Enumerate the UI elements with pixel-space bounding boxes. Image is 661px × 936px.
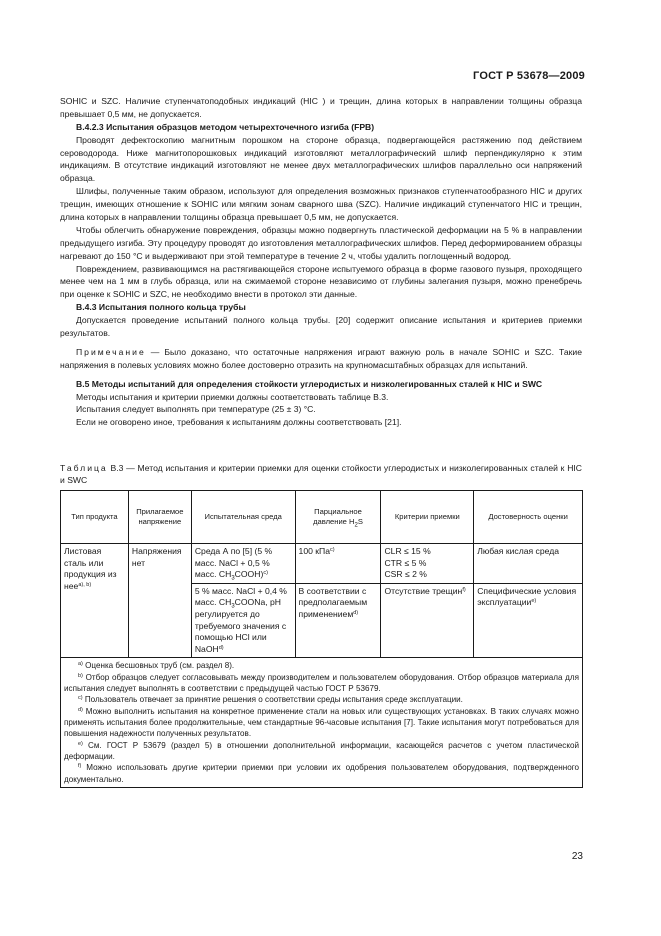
header-product: Тип продукта: [61, 491, 129, 544]
footnote: $^{d)}$ Можно выполнить испытания на конкретное применение стали на новых или существующих установках. В таких случаях можно применять испытания более продолжительные, чем стандартные 96-часовые испытания [7]. Такие испытания могут потребоваться для повышения надежности полученных результатов.: [64, 706, 580, 739]
cell-validity: Специфические условия эксплуатации$^{e)}$: [474, 583, 583, 658]
paragraph: SOHIC и SZC. Наличие ступенчатоподобных индикаций (HIC ) и трещин, длина которых в направлении толщины образца превышает 0,5 мм, не допускается.: [60, 96, 582, 119]
section-title-b5: B.5 Методы испытаний для определения стойкости углеродистых и низколегированных сталей к HIC и SWC: [76, 378, 543, 389]
table-b3: [60, 490, 583, 788]
paragraph: Если не оговорено иное, требования к испытаниям должны соответствовать [21].: [76, 417, 402, 428]
table-caption-text: B.3 — Метод испытания и критерии приемки для оценки стойкости углеродистых и низколегированных сталей к HIC и SWC: [60, 463, 582, 486]
paragraph: Проводят дефектоскопию магнитным порошком на стороне образца, подвергающейся растяжению под действием сероводорода. Ниже магнитопорошковых индикаций изготовляют металлографический шлиф перпендикулярно к этим индикациям. В отсутствие индикаций изготовляют не менее двух металлографических шлифов параллельно оси напряжений образца.: [60, 134, 582, 184]
paragraph: Шлифы, полученные таким образом, используют для определения возможных признаков ступенчатообразного HIC и других трещин, имеющих отношение к SOHIC или мягким зонам сварного шва (SZC). Наличие индикаций ступенчатого HIC и трещин, длина которых в направлении толщины образца превышает 0,5 мм, не допускается.: [60, 186, 582, 223]
cell-environment: Среда А по [5] (5 % масс. NaCl + 0,5 % масс. $CH_3COOH)^{c)}$: [191, 544, 295, 584]
header-criteria: Критерии приемки: [381, 491, 474, 544]
cell-stress: Напряжения нет: [128, 544, 191, 658]
table-row: [61, 544, 583, 584]
table-header-row: [61, 491, 583, 544]
cell-criteria: CLR ≤ 15 % CTR ≤ 5 % CSR ≤ 2 %: [381, 544, 474, 584]
header-pressure: Парциальное давление $H_2S$: [295, 491, 381, 544]
footnote: $^{b)}$ Отбор образцов следует согласовывать между производителем и пользователем оборудования. Отбор образцов материала для испытания следует выполнять в соответствии с предыдущей частью ГОСТ Р 53679.: [64, 672, 580, 693]
cell-criteria: Отсутствие трещин$^{f)}$: [381, 583, 474, 658]
table-footnotes-row: [61, 658, 583, 788]
header-environment: Испытательная среда: [191, 491, 295, 544]
paragraph: Испытания следует выполнять при температуре (25 ± 3) °С.: [76, 404, 316, 415]
cell-product: Листовая сталь или продукция из нее$^{a), b)}$: [61, 544, 129, 658]
document-code: ГОСТ Р 53678—2009: [473, 70, 585, 82]
table-footnotes: [61, 658, 583, 788]
paragraph: Чтобы облегчить обнаружение повреждения, образцы можно подвергнуть пластической деформации на 5 % в направлении предыдущего изгиба. Эту процедуру проводят до изготовления металлографических шлифов. Перед деформированием образцы нагревают до 150 °С и выдерживают при этой температуре в течение 2 ч, чтобы удалить поглощенный водород.: [60, 224, 582, 261]
page-number: 23: [571, 851, 583, 862]
table-caption: [60, 462, 582, 487]
cell-pressure: В соответствии с предполагаемым применением$^{d)}$: [295, 583, 381, 658]
section-title-b43: B.4.3 Испытания полного кольца трубы: [76, 302, 246, 313]
footnote: $^{e)}$ См. ГОСТ Р 53679 (раздел 5) в отношении дополнительной информации, касающейся расчетов с учетом пластической деформации.: [64, 740, 580, 761]
footnote: $^{c)}$ Пользователь отвечает за принятие решения о соответствии среды испытания среде эксплуатации.: [78, 695, 463, 705]
footnote: $^{a)}$ Оценка бесшовных труб (см. раздел 8).: [78, 661, 235, 671]
footnote: $^{f)}$ Можно использовать другие критерии приемки при условии их одобрения пользователем оборудования, подтвержденного документально.: [64, 763, 579, 784]
note: [60, 346, 582, 372]
paragraph: Допускается проведение испытаний полного кольца трубы. [20] содержит описание испытания и критериев приемки результатов.: [60, 315, 582, 339]
note-label: Примечание: [76, 346, 146, 357]
paragraph: Повреждением, развивающимся на растягивающейся стороне испытуемого образца в форме газового пузыря, проходящего менее чем на 1 мм в глубь образца, или на сжимаемой стороне независимо от глубины залегания пузыря, можно пренебречь при оценке к SOHIC и SZC, не необходимо внести в протокол эти данные.: [60, 263, 582, 300]
note-text: — Было доказано, что остаточные напряжения играют важную роль в начале SOHIC и SZC. Такие напряжения в полевых условиях можно более достоверно отразить на крупномасштабных образцах для испытаний.: [60, 346, 582, 370]
header-stress: Прилагаемое напряжение: [128, 491, 191, 544]
cell-validity: Любая кислая среда: [474, 544, 583, 584]
table-caption-label: Таблица: [60, 463, 108, 473]
page-body: [60, 95, 582, 429]
section-title-b423: B.4.2.3 Испытания образцов методом четырехточечного изгиба (FPB): [76, 121, 375, 132]
paragraph: Методы испытания и критерии приемки должны соответствовать таблице B.3.: [76, 391, 389, 402]
header-validity: Достоверность оценки: [474, 491, 583, 544]
cell-environment: 5 % масс. NaCl + 0,4 % масс. $CH_3COONa$, pH регулируется до требуемого значения с помощью HCl или NaOH$^{d)}$: [191, 583, 295, 658]
cell-pressure: 100 кПа$^{c)}$: [295, 544, 381, 584]
